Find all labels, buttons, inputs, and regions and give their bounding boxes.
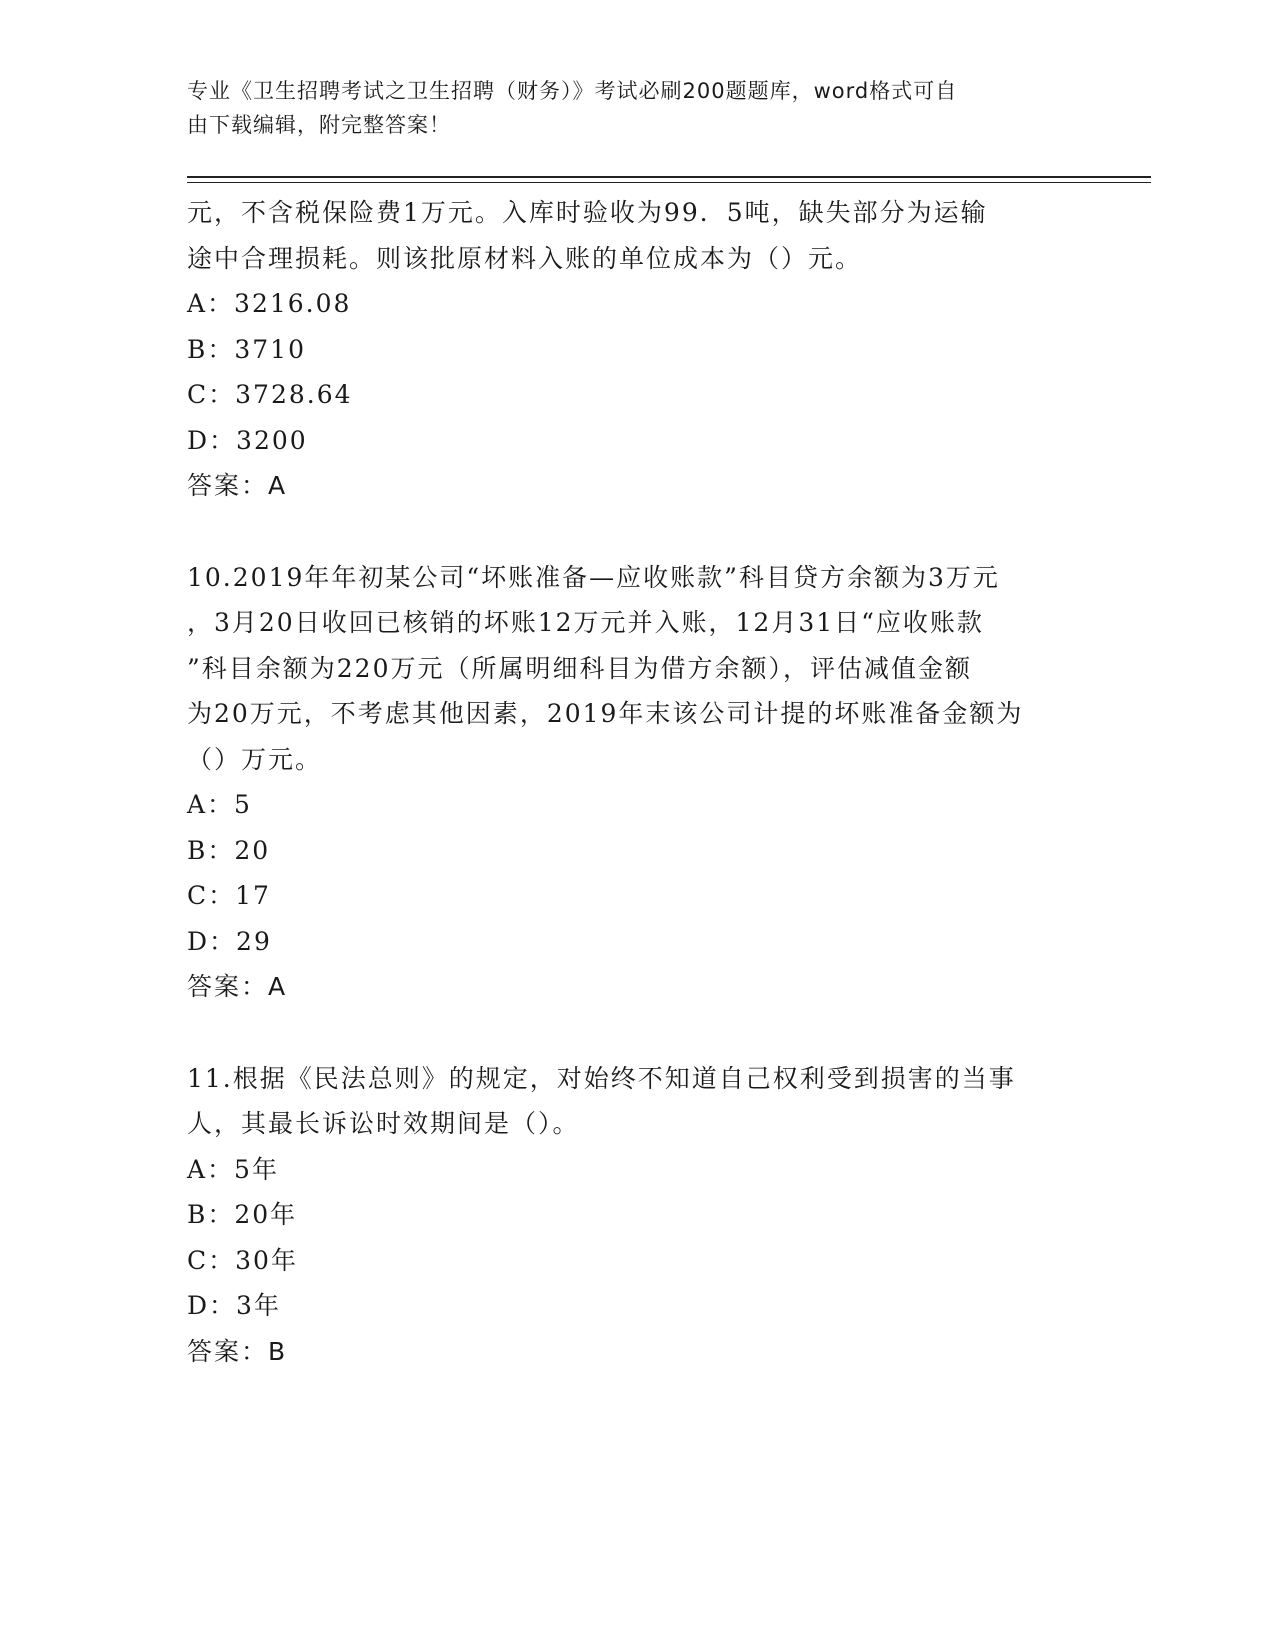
header-rule-thin — [187, 182, 1151, 183]
question-stem-line: 11.根据《民法总则》的规定，对始终不知道自己权利受到损害的当事 — [187, 1063, 1016, 1093]
document-header — [187, 74, 1087, 142]
question-stem-line: 10.2019年年初某公司“坏账准备—应收账款”科目贷方余额为3万元 — [187, 562, 1000, 592]
option-b: B：20年 — [187, 1200, 298, 1229]
option-d: D：3年 — [187, 1291, 281, 1320]
option-a: A：5年 — [187, 1154, 279, 1184]
question-block — [187, 555, 1087, 1010]
answer-line: 答案：A — [187, 972, 288, 1001]
header-title-line-2: 由下载编辑，附完整答案！ — [187, 113, 451, 137]
option-c: C：30年 — [187, 1245, 298, 1275]
document-body — [187, 190, 1087, 1374]
question-stem-line: 为20万元，不考虑其他因素，2019年末该公司计提的坏账准备金额为 — [187, 699, 1024, 728]
option-a: A：5 — [187, 790, 252, 819]
option-a: A：3216.08 — [187, 289, 352, 318]
question-stem-line: 途中合理损耗。则该批原材料入账的单位成本为（）元。 — [187, 243, 863, 273]
option-d: D：29 — [187, 926, 272, 956]
option-d: D：3200 — [187, 425, 308, 455]
question-block — [187, 190, 1087, 509]
question-stem-line: ，3月20日收回已核销的坏账12万元并入账，12月31日“应收账款 — [187, 608, 984, 637]
header-title-line-1: 专业《卫生招聘考试之卫生招聘（财务）》考试必刷200题题库，word格式可自 — [187, 79, 958, 103]
question-stem-line: （）万元。 — [187, 744, 323, 774]
question-stem-line: 人，其最长诉讼时效期间是（）。 — [187, 1109, 580, 1138]
answer-line: 答案：B — [187, 1336, 288, 1366]
option-c: C：17 — [187, 881, 271, 910]
option-b: B：20 — [187, 835, 271, 865]
question-stem-line: ”科目余额为220万元（所属明细科目为借方余额），评估减值金额 — [187, 653, 973, 683]
option-c: C：3728.64 — [187, 380, 353, 409]
question-block — [187, 1056, 1087, 1375]
header-rule-thick — [187, 176, 1151, 178]
option-b: B：3710 — [187, 334, 306, 364]
question-stem-line: 元，不含税保险费1万元。入库时验收为99．5吨，缺失部分为运输 — [187, 198, 988, 227]
answer-line: 答案：A — [187, 471, 288, 500]
